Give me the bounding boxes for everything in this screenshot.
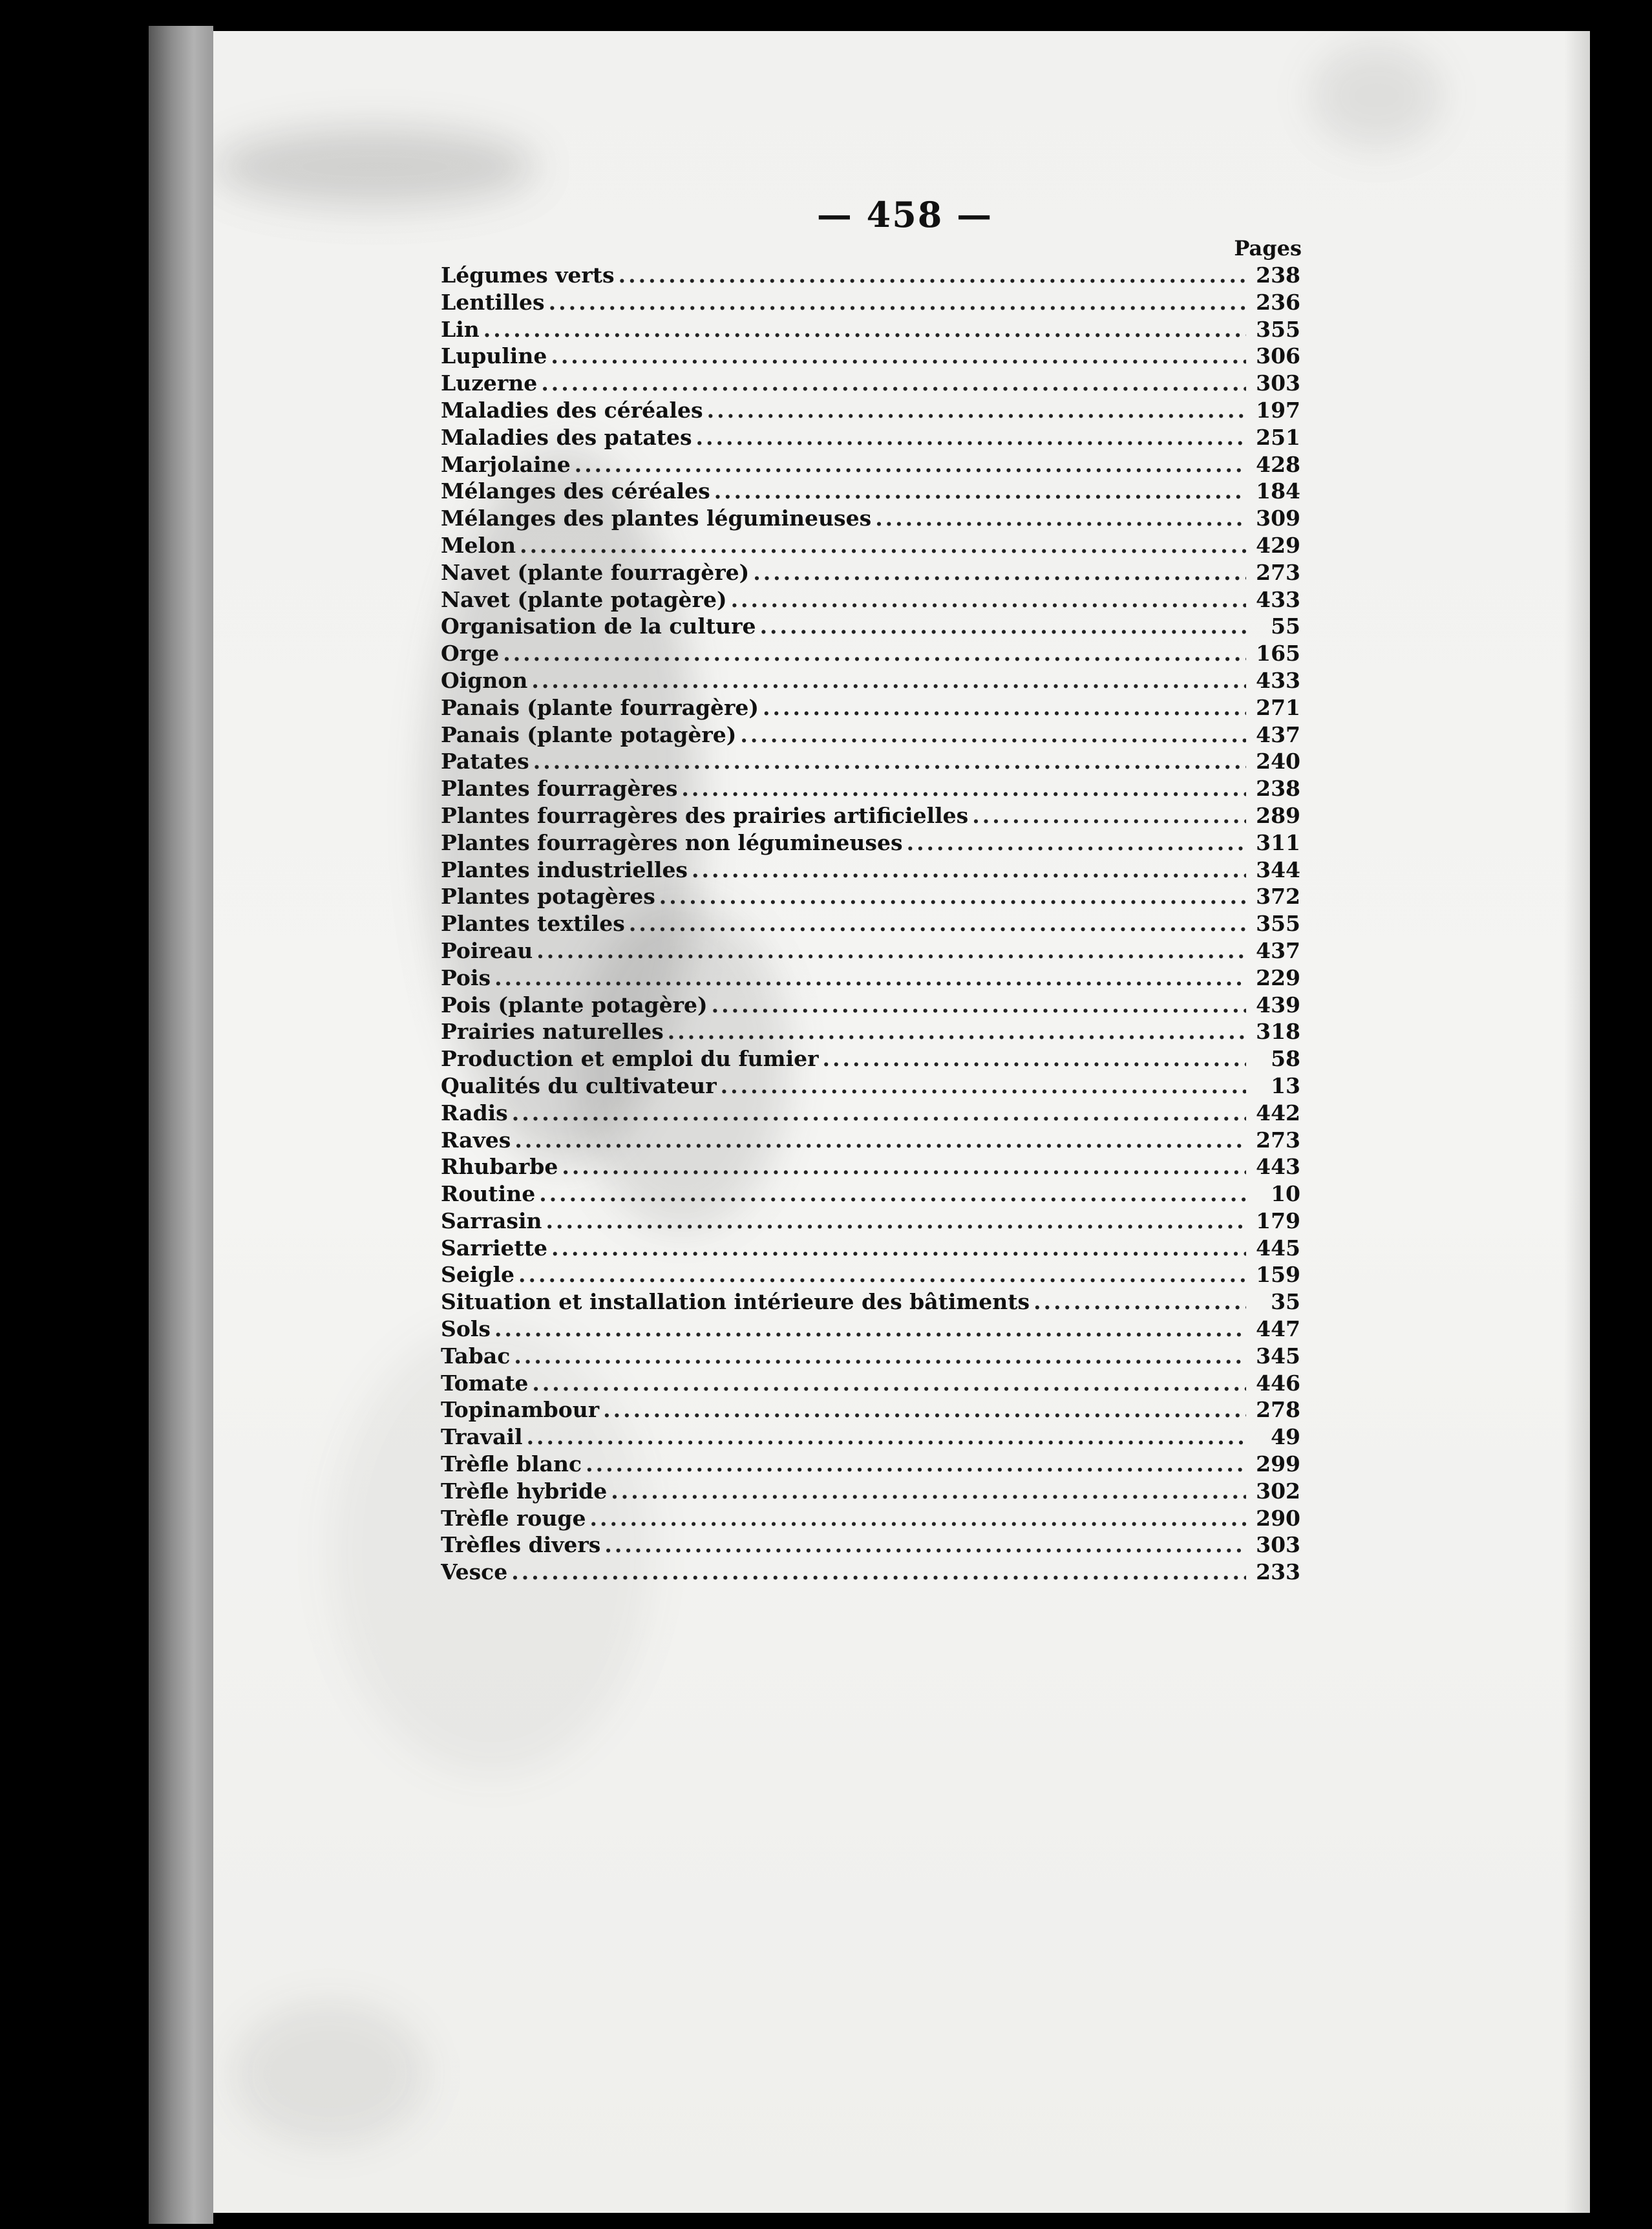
index-entry: [441, 1153, 1300, 1180]
index-entry: [441, 1288, 1300, 1316]
index-entry-label: Rhubarbe: [441, 1154, 558, 1180]
index-entry-label: Maladies des patates: [441, 424, 692, 450]
dot-leader: [536, 937, 1246, 965]
dot-leader: [823, 1045, 1246, 1072]
index-entry-page: 306: [1256, 343, 1300, 369]
index-entry-label: Maladies des céréales: [441, 397, 703, 423]
index-entry: [441, 316, 1300, 343]
dot-leader: [494, 1316, 1246, 1343]
index-entry-page: 299: [1256, 1451, 1300, 1477]
dot-leader: [611, 1478, 1246, 1505]
index-entry: [441, 613, 1300, 640]
index-entry-page: 439: [1256, 992, 1300, 1018]
dot-leader: [589, 1505, 1246, 1532]
index-entry-page: 197: [1256, 397, 1300, 423]
index-entry-label: Pois: [441, 965, 491, 990]
index-entry: [441, 1235, 1300, 1262]
index-entry-label: Mélanges des céréales: [441, 478, 710, 504]
index-entry-label: Organisation de la culture: [441, 613, 756, 639]
index-entry: [441, 1396, 1300, 1424]
index-entry: [441, 1451, 1300, 1478]
index-entry: [441, 748, 1300, 775]
index-entry-label: Seigle: [441, 1262, 514, 1288]
paper-stain: [233, 2003, 427, 2145]
dot-leader: [731, 586, 1246, 613]
index-entry: [441, 505, 1300, 532]
index-entry: [441, 1478, 1300, 1505]
index-entry-page: 344: [1256, 857, 1300, 882]
index-entry-page: 179: [1256, 1208, 1300, 1233]
index-entry: [441, 640, 1300, 667]
index-entry-label: Travail: [441, 1424, 523, 1450]
index-entry-page: 437: [1256, 937, 1300, 963]
paper-stain: [1312, 44, 1441, 147]
index-entry-label: Routine: [441, 1181, 536, 1207]
index-entry-label: Trèfles divers: [441, 1532, 601, 1558]
index-entry: [441, 586, 1300, 613]
dot-leader: [514, 1127, 1246, 1154]
index-entry: [441, 451, 1300, 478]
index-entry-label: Tabac: [441, 1343, 511, 1369]
dot-leader: [763, 694, 1246, 721]
dot-leader: [972, 802, 1246, 829]
index-entry-page: 55: [1271, 613, 1300, 639]
dot-leader: [533, 748, 1246, 775]
index-entry-label: Trèfle rouge: [441, 1505, 586, 1531]
dot-leader: [514, 1343, 1246, 1370]
index-entry-label: Navet (plante fourragère): [441, 559, 750, 585]
index-entry-page: 273: [1256, 1127, 1300, 1153]
dot-leader: [629, 910, 1246, 937]
index-entry: [441, 532, 1300, 559]
index-entry-label: Melon: [441, 532, 516, 558]
dot-leader: [875, 505, 1246, 532]
dot-leader: [907, 829, 1246, 857]
index-entry-page: 433: [1256, 586, 1300, 612]
index-entry: [441, 667, 1300, 694]
index-entry-label: Pois (plante potagère): [441, 992, 708, 1018]
page-edge-shadow: [1564, 31, 1590, 2213]
index-entry-label: Poireau: [441, 937, 533, 963]
dot-leader: [494, 965, 1246, 992]
dot-leader: [668, 1018, 1246, 1045]
index-entry-label: Légumes verts: [441, 262, 615, 288]
dot-leader: [541, 370, 1246, 397]
index-entry-page: 229: [1256, 965, 1300, 990]
index-entry-label: Trèfle hybride: [441, 1478, 608, 1504]
index-entry-page: 447: [1256, 1316, 1300, 1342]
index-entry: [441, 397, 1300, 424]
dot-leader: [692, 857, 1246, 884]
index-entry-page: 35: [1271, 1289, 1300, 1315]
index-entry: [441, 370, 1300, 397]
index-entry-page: 443: [1256, 1154, 1300, 1180]
index-entry-label: Sarrasin: [441, 1208, 542, 1233]
index-entry-label: Luzerne: [441, 370, 538, 396]
index-entry-page: 345: [1256, 1343, 1300, 1369]
index-entry-page: 238: [1256, 262, 1300, 288]
dot-leader: [512, 1100, 1246, 1127]
index-entry-label: Vesce: [441, 1559, 508, 1585]
index-entry-page: 238: [1256, 776, 1300, 802]
index-entry-label: Tomate: [441, 1370, 529, 1396]
index-entry: [441, 775, 1300, 802]
dot-leader: [659, 883, 1246, 910]
index-entry: [441, 1370, 1300, 1397]
dot-leader: [604, 1531, 1246, 1559]
index-entry: [441, 1018, 1300, 1045]
index-entry: [441, 965, 1300, 992]
index-entry: [441, 262, 1300, 289]
index-entry-page: 159: [1256, 1262, 1300, 1288]
index-entry-page: 372: [1256, 884, 1300, 910]
dot-leader: [511, 1559, 1246, 1586]
dot-leader: [1033, 1288, 1246, 1316]
index-entry-label: Production et emploi du fumier: [441, 1046, 819, 1072]
index-entry-label: Radis: [441, 1100, 508, 1125]
index-entry: [441, 937, 1300, 965]
index-entry: [441, 1424, 1300, 1451]
index-entry-label: Lentilles: [441, 289, 545, 315]
index-entry-page: 273: [1256, 559, 1300, 585]
index-entry: [441, 1531, 1300, 1559]
index-entry-page: 355: [1256, 911, 1300, 937]
index-entry-page: 446: [1256, 1370, 1300, 1396]
index-entry-label: Plantes potagères: [441, 884, 655, 910]
dot-leader: [586, 1451, 1246, 1478]
index-entry-page: 10: [1271, 1181, 1300, 1207]
index-entry: [441, 343, 1300, 370]
index-entry: [441, 1180, 1300, 1208]
dot-leader: [714, 478, 1246, 505]
index-entry-label: Patates: [441, 749, 529, 774]
index-entry-label: Lupuline: [441, 343, 547, 369]
index-entry-page: 236: [1256, 289, 1300, 315]
index-entry: [441, 289, 1300, 316]
index-entry-label: Trèfle blanc: [441, 1451, 582, 1477]
index-entry-page: 311: [1256, 829, 1300, 855]
dot-leader: [619, 262, 1246, 289]
index-entry-label: Lin: [441, 316, 480, 342]
index-entry-page: 240: [1256, 749, 1300, 774]
dot-leader: [740, 721, 1246, 749]
dot-leader: [551, 1235, 1246, 1262]
dot-leader: [707, 397, 1246, 424]
index-entry-page: 49: [1271, 1424, 1300, 1450]
index-entry-page: 429: [1256, 532, 1300, 558]
index-entry-page: 165: [1256, 641, 1300, 667]
dot-leader: [551, 343, 1246, 370]
index-entry-page: 433: [1256, 667, 1300, 693]
dot-leader: [575, 451, 1246, 478]
paper-stain: [213, 128, 536, 206]
dot-leader: [503, 640, 1246, 667]
index-entry-label: Orge: [441, 641, 500, 667]
index-entry-page: 289: [1256, 802, 1300, 828]
dot-leader: [545, 1208, 1246, 1235]
dot-leader: [527, 1424, 1246, 1451]
index-entry-page: 251: [1256, 424, 1300, 450]
index-entry: [441, 559, 1300, 586]
index-entry: [441, 1045, 1300, 1072]
index-entry-page: 13: [1271, 1072, 1300, 1098]
index-entry-label: Oignon: [441, 667, 528, 693]
dot-leader: [520, 532, 1246, 559]
page-number: — 458 —: [816, 194, 993, 235]
index-entry-label: Panais (plante potagère): [441, 721, 737, 747]
index-entry-label: Raves: [441, 1127, 511, 1153]
dot-leader: [539, 1180, 1246, 1208]
index-entry-page: 290: [1256, 1505, 1300, 1531]
index-entry-page: 278: [1256, 1397, 1300, 1423]
index-entry-page: 318: [1256, 1019, 1300, 1045]
index-entry-page: 355: [1256, 316, 1300, 342]
pages-column-header: Pages: [1234, 236, 1302, 261]
index-entry: [441, 883, 1300, 910]
index-entry-label: Topinambour: [441, 1397, 600, 1423]
index-entry-label: Situation et installation intérieure des bâtiments: [441, 1289, 1030, 1315]
index-list: [441, 262, 1300, 1586]
index-entry-label: Mélanges des plantes légumineuses: [441, 506, 872, 531]
index-entry-label: Plantes fourragères: [441, 776, 678, 802]
index-entry: [441, 1343, 1300, 1370]
index-entry: [441, 478, 1300, 505]
dot-leader: [753, 559, 1246, 586]
index-entry-page: 302: [1256, 1478, 1300, 1504]
index-entry: [441, 424, 1300, 451]
dot-leader: [696, 424, 1246, 451]
index-entry-label: Sols: [441, 1316, 491, 1342]
index-entry-label: Sarriette: [441, 1235, 547, 1261]
index-entry-label: Plantes fourragères non légumineuses: [441, 829, 903, 855]
index-entry: [441, 721, 1300, 749]
index-entry-label: Marjolaine: [441, 451, 571, 477]
index-entry: [441, 694, 1300, 721]
index-entry-label: Plantes fourragères des prairies artificielles: [441, 802, 969, 828]
index-entry-label: Plantes industrielles: [441, 857, 688, 882]
index-entry-label: Navet (plante potagère): [441, 586, 727, 612]
index-entry-label: Plantes textiles: [441, 911, 625, 937]
index-entry-label: Prairies naturelles: [441, 1019, 664, 1045]
index-entry-label: Panais (plante fourragère): [441, 694, 759, 720]
index-entry: [441, 1559, 1300, 1586]
index-entry-page: 271: [1256, 694, 1300, 720]
dot-leader: [483, 316, 1246, 343]
dot-leader: [532, 1370, 1246, 1397]
index-entry-page: 233: [1256, 1559, 1300, 1585]
dot-leader: [603, 1396, 1246, 1424]
dot-leader: [760, 613, 1246, 640]
index-entry: [441, 1316, 1300, 1343]
dot-leader: [562, 1153, 1246, 1180]
book-spine-edge: [149, 26, 213, 2224]
index-entry: [441, 857, 1300, 884]
dot-leader: [518, 1261, 1246, 1288]
index-entry-page: 442: [1256, 1100, 1300, 1125]
index-entry: [441, 1127, 1300, 1154]
index-entry-page: 445: [1256, 1235, 1300, 1261]
index-entry-page: 184: [1256, 478, 1300, 504]
index-entry-page: 58: [1271, 1046, 1300, 1072]
index-entry: [441, 802, 1300, 829]
index-entry: [441, 1261, 1300, 1288]
dot-leader: [712, 992, 1246, 1019]
index-entry-page: 428: [1256, 451, 1300, 477]
index-entry: [441, 1208, 1300, 1235]
index-entry: [441, 1072, 1300, 1100]
index-entry-page: 303: [1256, 1532, 1300, 1558]
index-entry: [441, 910, 1300, 937]
dot-leader: [549, 289, 1246, 316]
index-entry-label: Qualités du cultivateur: [441, 1072, 717, 1098]
index-entry: [441, 992, 1300, 1019]
index-entry: [441, 1505, 1300, 1532]
index-entry: [441, 829, 1300, 857]
index-entry-page: 309: [1256, 506, 1300, 531]
index-entry: [441, 1100, 1300, 1127]
index-entry-page: 303: [1256, 370, 1300, 396]
index-entry-page: 437: [1256, 721, 1300, 747]
dot-leader: [531, 667, 1246, 694]
dot-leader: [721, 1072, 1246, 1100]
dot-leader: [681, 775, 1246, 802]
